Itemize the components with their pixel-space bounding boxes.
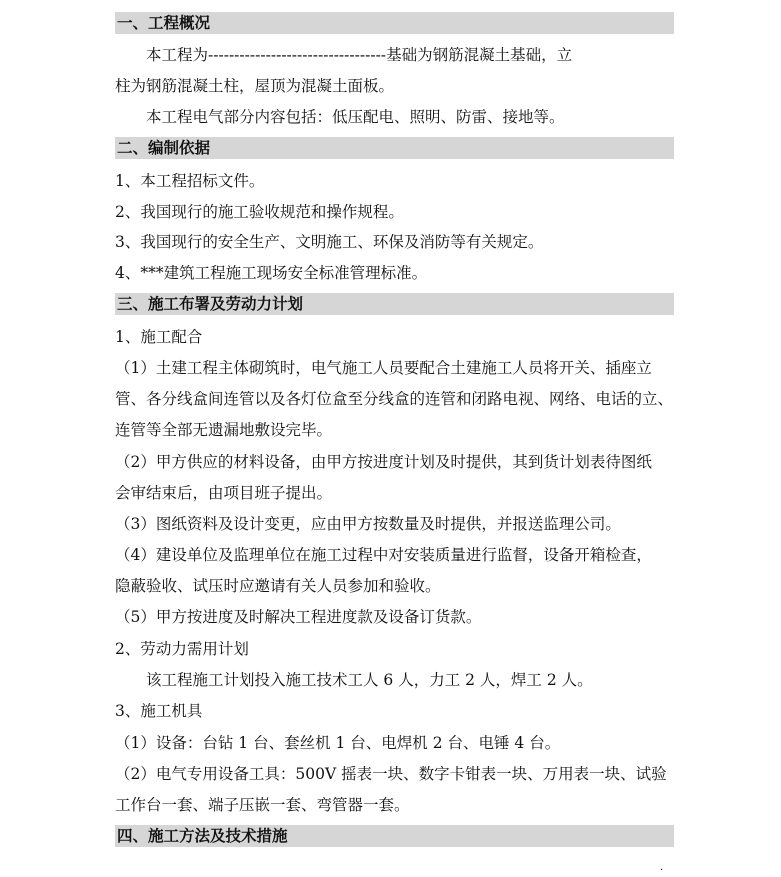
subsection-heading: 2、劳动力需用计划 <box>115 640 249 658</box>
list-item: 1、本工程招标文件。 <box>115 172 265 190</box>
subsection-heading: 1、施工配合 <box>115 328 203 346</box>
subsection-heading: 3、施工机具 <box>115 702 203 720</box>
paragraph-line: 柱为钢筋混凝土柱，屋顶为混凝土面板。 <box>115 77 395 95</box>
paragraph-line: （2）甲方供应的材料设备，由甲方按进度计划及时提供，其到货计划表待图纸 <box>115 453 652 471</box>
list-item: 3、我国现行的安全生产、文明施工、环保及消防等有关规定。 <box>115 233 544 251</box>
paragraph-line: （5）甲方按进度及时解决工程进度款及设备订货款。 <box>115 608 482 626</box>
paragraph-line: 本工程电气部分内容包括：低压配电、照明、防雷、接地等。 <box>146 108 565 126</box>
paragraph-line: （1）土建工程主体砌筑时，电气施工人员要配合土建施工人员将开关、插座立 <box>115 359 652 377</box>
section-heading-methods: 四、施工方法及技术措施 <box>115 825 674 847</box>
paragraph-line: （2）电气专用设备工具：500V 摇表一块、数字卡钳表一块、万用表一块、试验 <box>115 765 667 783</box>
paragraph-line: 会审结束后，由项目班子提出。 <box>115 484 333 502</box>
section-heading-overview: 一、工程概况 <box>115 12 674 34</box>
corner-mark: . <box>660 862 664 873</box>
paragraph-line: 该工程施工计划投入施工技术工人 6 人，力工 2 人，焊工 2 人。 <box>146 671 593 689</box>
section-heading-deployment: 三、施工布署及劳动力计划 <box>115 293 674 315</box>
paragraph-line: （4）建设单位及监理单位在施工过程中对安装质量进行监督，设备开箱检查， <box>115 546 652 564</box>
paragraph-line: 连管等全部无遗漏地敷设完毕。 <box>115 421 333 439</box>
section-heading-basis: 二、编制依据 <box>115 137 674 159</box>
list-item: 4、***建筑工程施工现场安全标准管理标准。 <box>115 264 428 282</box>
paragraph-line: （1）设备：台钻 1 台、套丝机 1 台、电焊机 2 台、电锤 4 台。 <box>115 734 561 752</box>
paragraph-line: 本工程为----------------------------------基础为钢筋混凝土基础，立 <box>146 46 573 64</box>
paragraph-line: 工作台一套、端子压嵌一套、弯管器一套。 <box>115 796 410 814</box>
paragraph-line: （3）图纸资料及设计变更，应由甲方按数量及时提供，并报送监理公司。 <box>115 515 621 533</box>
paragraph-line: 隐蔽验收、试压时应邀请有关人员参加和验收。 <box>115 577 441 595</box>
list-item: 2、我国现行的施工验收规范和操作规程。 <box>115 203 404 221</box>
paragraph-line: 管、各分线盒间连管以及各灯位盒至分线盒的连管和闭路电视、网络、电话的立、 <box>115 390 674 408</box>
